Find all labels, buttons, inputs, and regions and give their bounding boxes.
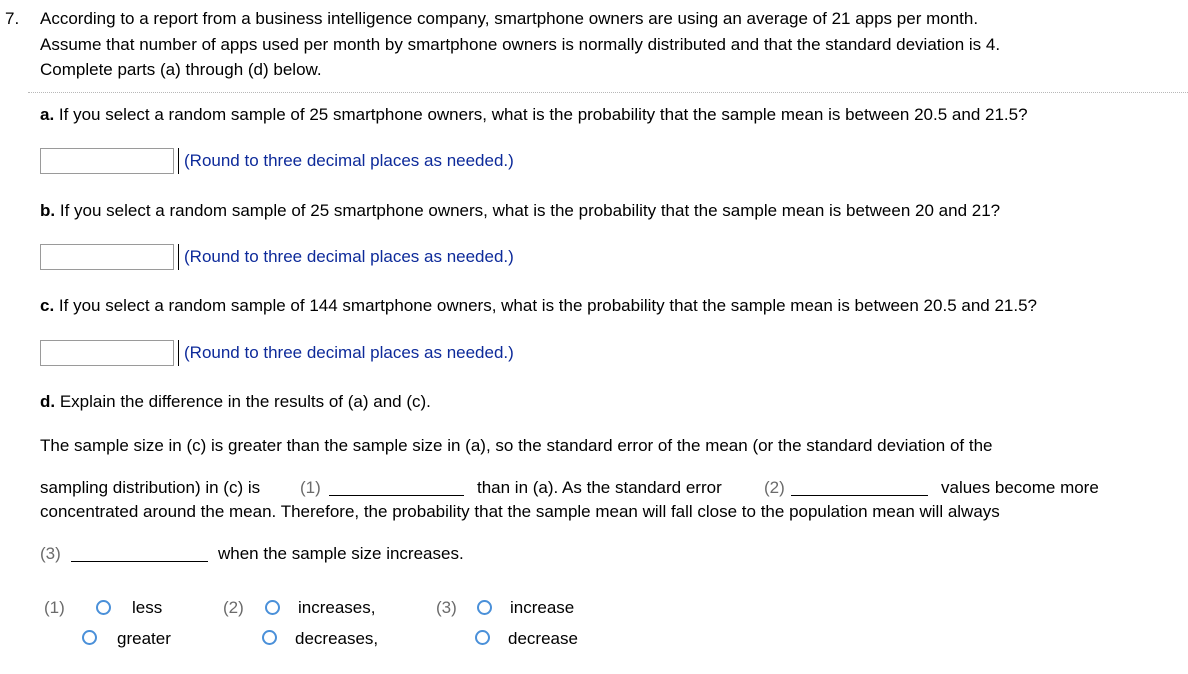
option-increases-label[interactable]: increases, <box>298 598 376 617</box>
option-greater-label[interactable]: greater <box>117 629 171 648</box>
part-c-hint: (Round to three decimal places as needed.) <box>184 343 514 362</box>
blank-1[interactable] <box>329 495 464 496</box>
question-line-3: Complete parts (a) through (d) below. <box>40 60 322 79</box>
radio-decrease[interactable] <box>475 630 490 645</box>
part-d-paragraph-line-4: when the sample size increases. <box>218 544 464 563</box>
part-d-question <box>40 391 431 413</box>
separator <box>28 92 1188 93</box>
part-a-text: If you select a random sample of 25 smartphone owners, what is the probability that the sample mean is between 20.5 and 21.5? <box>58 105 1028 124</box>
part-d-text: Explain the difference in the results of (a) and (c). <box>59 392 431 411</box>
question-line-1: According to a report from a business intelligence company, smartphone owners are using an average of 21 apps per month. <box>40 9 979 28</box>
part-b-label: b. <box>40 201 56 220</box>
part-d-label: d. <box>40 392 56 411</box>
part-c-text: If you select a random sample of 144 smartphone owners, what is the probability that the sample mean is between 20.5 and 21.5? <box>58 296 1037 315</box>
part-b-hint: (Round to three decimal places as needed.) <box>184 247 514 266</box>
option-decreases-label[interactable]: decreases, <box>295 629 379 648</box>
part-d-paragraph-line-2c: values become more <box>941 478 1099 497</box>
option-increase-label[interactable]: increase <box>510 598 575 617</box>
radio-increase[interactable] <box>477 600 492 615</box>
blank-3[interactable] <box>71 561 208 562</box>
part-a-label: a. <box>40 105 55 124</box>
part-c-question <box>40 295 1037 317</box>
blank-3-label: (3) <box>40 544 61 563</box>
part-d-paragraph-line-2b: than in (a). As the standard error <box>477 478 722 497</box>
option-decrease-label[interactable]: decrease <box>508 629 578 648</box>
radio-greater[interactable] <box>82 630 97 645</box>
part-d-paragraph-line-2a: sampling distribution) in (c) is <box>40 478 261 497</box>
blank-2[interactable] <box>791 495 928 496</box>
choice-group-1-label: (1) <box>44 598 65 617</box>
question-number: 7. <box>5 9 20 28</box>
part-b-answer-input[interactable] <box>40 244 174 270</box>
option-less-label[interactable]: less <box>132 598 163 617</box>
choice-group-3-label: (3) <box>436 598 457 617</box>
part-b-hint-divider <box>178 244 179 270</box>
part-d-paragraph-line-1: The sample size in (c) is greater than the sample size in (a), so the standard error of the mean (or the standard deviation of the <box>40 436 993 455</box>
part-a-answer-input[interactable] <box>40 148 174 174</box>
blank-1-label: (1) <box>300 478 321 497</box>
part-b-question <box>40 200 1000 222</box>
radio-less[interactable] <box>96 600 111 615</box>
part-b-text: If you select a random sample of 25 smartphone owners, what is the probability that the sample mean is between 20 and 21? <box>59 201 1001 220</box>
part-a-question <box>40 104 1028 126</box>
radio-decreases[interactable] <box>262 630 277 645</box>
part-c-hint-divider <box>178 340 179 366</box>
part-a-hint-divider <box>178 148 179 174</box>
radio-increases[interactable] <box>265 600 280 615</box>
question-line-2: Assume that number of apps used per month by smartphone owners is normally distributed and that the standard deviation is 4. <box>40 35 1001 54</box>
part-c-answer-input[interactable] <box>40 340 174 366</box>
part-a-hint: (Round to three decimal places as needed.) <box>184 151 514 170</box>
choice-group-2-label: (2) <box>223 598 244 617</box>
part-d-paragraph-line-3: concentrated around the mean. Therefore, the probability that the sample mean will fall close to the population mean will always <box>40 502 1000 521</box>
blank-2-label: (2) <box>764 478 785 497</box>
part-c-label: c. <box>40 296 55 315</box>
